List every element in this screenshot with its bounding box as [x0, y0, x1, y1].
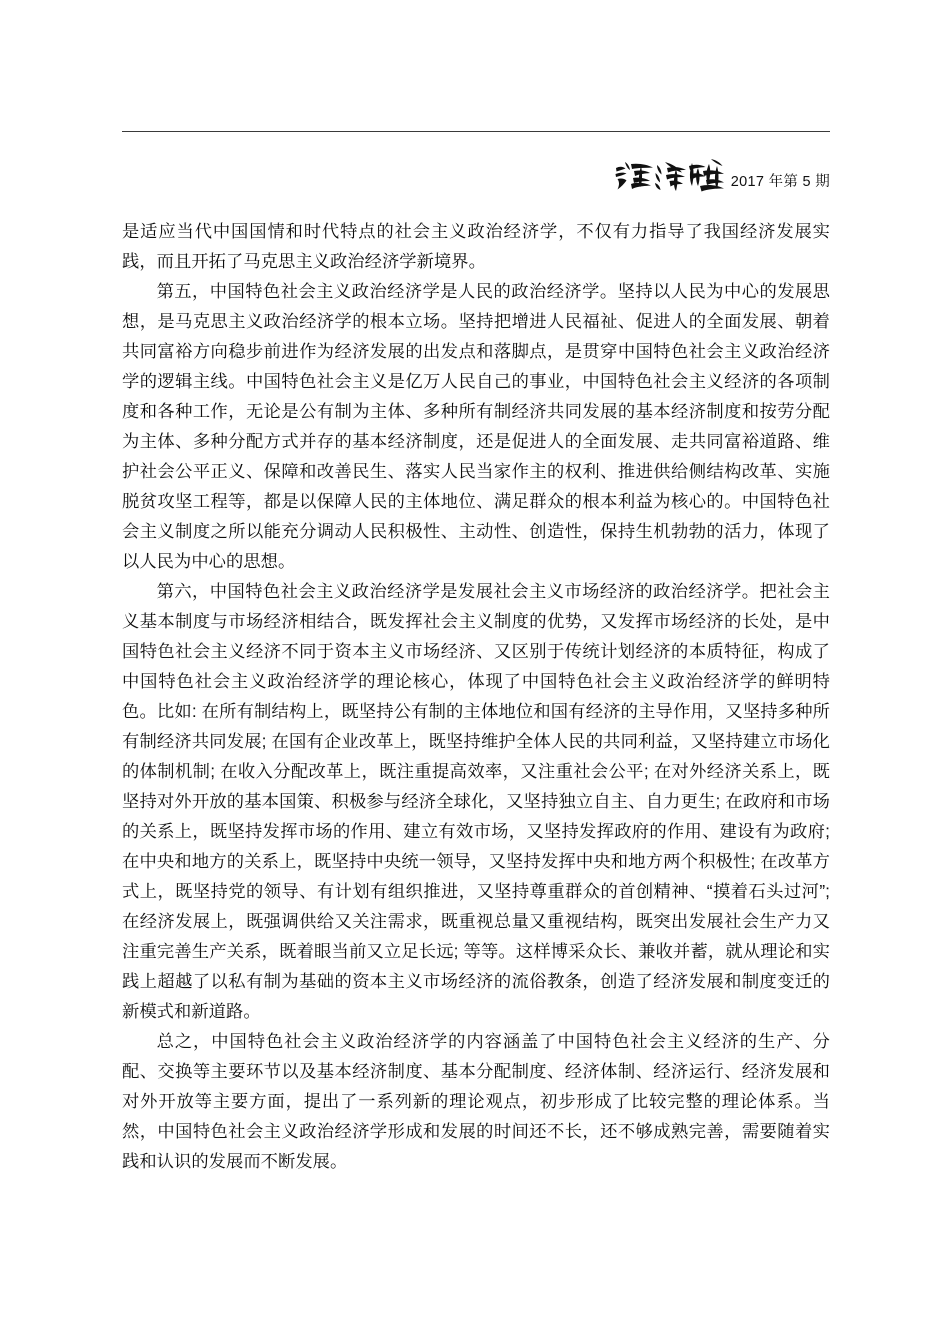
masthead [122, 132, 830, 194]
paragraph: 第六，中国特色社会主义政治经济学是发展社会主义市场经济的政治经济学。把社会主义基本制度与市场经济相结合，既发挥社会主义制度的优势，又发挥市场经济的长处，是中国特色社会主义经济不同于资本主义市场经济、又区别于传统计划经济的本质特征，构成了中国特色社会主义政治经济学的理论核心，体现了中国特色社会主义政治经济学的鲜明特色。比如: 在所有制结构上，既坚持公有制的主体地位和国有经济的主导作用，又坚持多种所有制经济共同发展; 在国有企业改革上，既坚持维护全体人民的共同利益，又坚持建立市场化的体制机制; 在收入分配改革上，既注重提高效率，又注重社会公平; 在对外经济关系上，既坚持对外开放的基本国策、积极参与经济全球化，又坚持独立自主、自力更生; 在政府和市场的关系上，既坚持发挥市场的作用、建立有效市场，又坚持发挥政府的作用、建设有为政府; 在中央和地方的关系上，既坚持中央统一领导，又坚持发挥中央和地方两个积极性; 在改革方式上，既坚持党的领导、有计划有组织推进，又坚持尊重群众的首创精神、“摸着石头过河”; 在经济发展上，既强调供给又关注需求，既重视总量又重视结构，既突出发展社会生产力又注重完善生产关系，既着眼当前又立足长远; 等等。这样博采众长、兼收并蓄，就从理论和实践上超越了以私有制为基础的资本主义市场经济的流俗教条，创造了经济发展和制度变迁的新模式和新道路。 [122, 581, 830, 1021]
page-header [122, 131, 830, 194]
issue-label: 2017 年第 5 期 [730, 173, 830, 190]
paragraph: 总之，中国特色社会主义政治经济学的内容涵盖了中国特色社会主义经济的生产、分配、交换等主要环节以及基本经济制度、基本分配制度、经济体制、经济运行、经济发展和对外开放等主要方面，提出了一系列新的理论观点，初步形成了比较完整的理论体系。当然，中国特色社会主义政治经济学形成和发展的时间还不长，还不够成熟完善，需要随着实践和认识的发展而不断发展。 [122, 1031, 830, 1171]
document-body [122, 216, 830, 1176]
journal-logo-icon [613, 151, 731, 197]
paragraph: 是适应当代中国国情和时代特点的社会主义政治经济学，不仅有力指导了我国经济发展实践，而且开拓了马克思主义政治经济学新境界。 [122, 221, 830, 271]
paragraph: 第五，中国特色社会主义政治经济学是人民的政治经济学。坚持以人民为中心的发展思想，是马克思主义政治经济学的根本立场。坚持把增进人民福祉、促进人的全面发展、朝着共同富裕方向稳步前进作为经济发展的出发点和落脚点，是贯穿中国特色社会主义政治经济学的逻辑主线。中国特色社会主义是亿万人民自己的事业，中国特色社会主义经济的各项制度和各种工作，无论是公有制为主体、多种所有制经济共同发展的基本经济制度和按劳分配为主体、多种分配方式并存的基本经济制度，还是促进人的全面发展、走共同富裕道路、维护社会公平正义、保障和改善民生、落实人民当家作主的权利、推进供给侧结构改革、实施脱贫攻坚工程等，都是以保障人民的主体地位、满足群众的根本利益为核心的。中国特色社会主义制度之所以能充分调动人民积极性、主动性、创造性，保持生机勃勃的活力，体现了以人民为中心的思想。 [122, 281, 830, 571]
